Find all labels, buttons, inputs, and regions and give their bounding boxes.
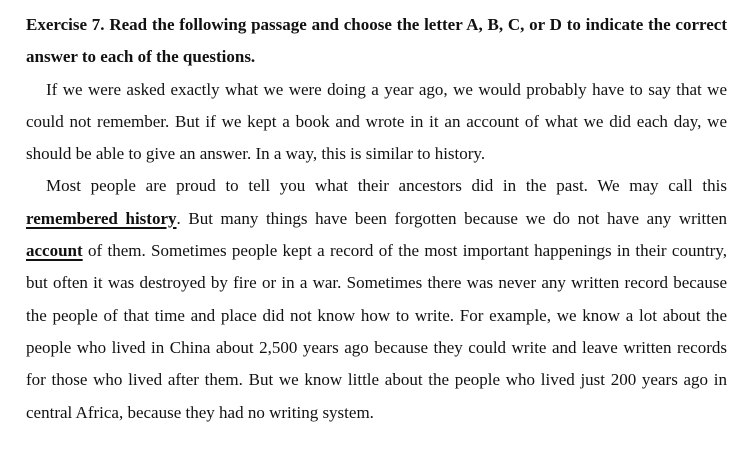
passage-paragraph-1: If we were asked exactly what we were doing a year ago, we would probably have to say that we could not remember. But if we kept a book and wrote in it an account of what we did each day, we should be able to give an answer. In a way, this is similar to history. [26,79,727,164]
paragraph-2-text-part-2: . But many things have been forgotten because we do not have any written [176,208,728,228]
passage-paragraph-2 [26,170,727,428]
paragraph-2-text-part-3: of them. Sometimes people kept a record of the most important happenings in their country, but often it was destroyed by fire or in a war. Sometimes there was never any written record because the people of that time and place did not know how to write. For example, we know a lot about the people who lived in China about 2,500 years ago because they could write and leave written records for those who lived after them. But we know little about the people who lived just 200 years ago in central Africa, because they had no writing system. [26,241,727,422]
paragraph-2-text-part-1: Most people are proud to tell you what their ancestors did in the past. We may call this [46,176,727,196]
keyword-account: account [26,241,83,261]
keyword-remembered-history: remembered history [26,208,177,228]
exercise-heading: Exercise 7. Read the following passage and choose the letter A, B, C, or D to indicate the correct answer to each of the questions. [26,15,727,67]
